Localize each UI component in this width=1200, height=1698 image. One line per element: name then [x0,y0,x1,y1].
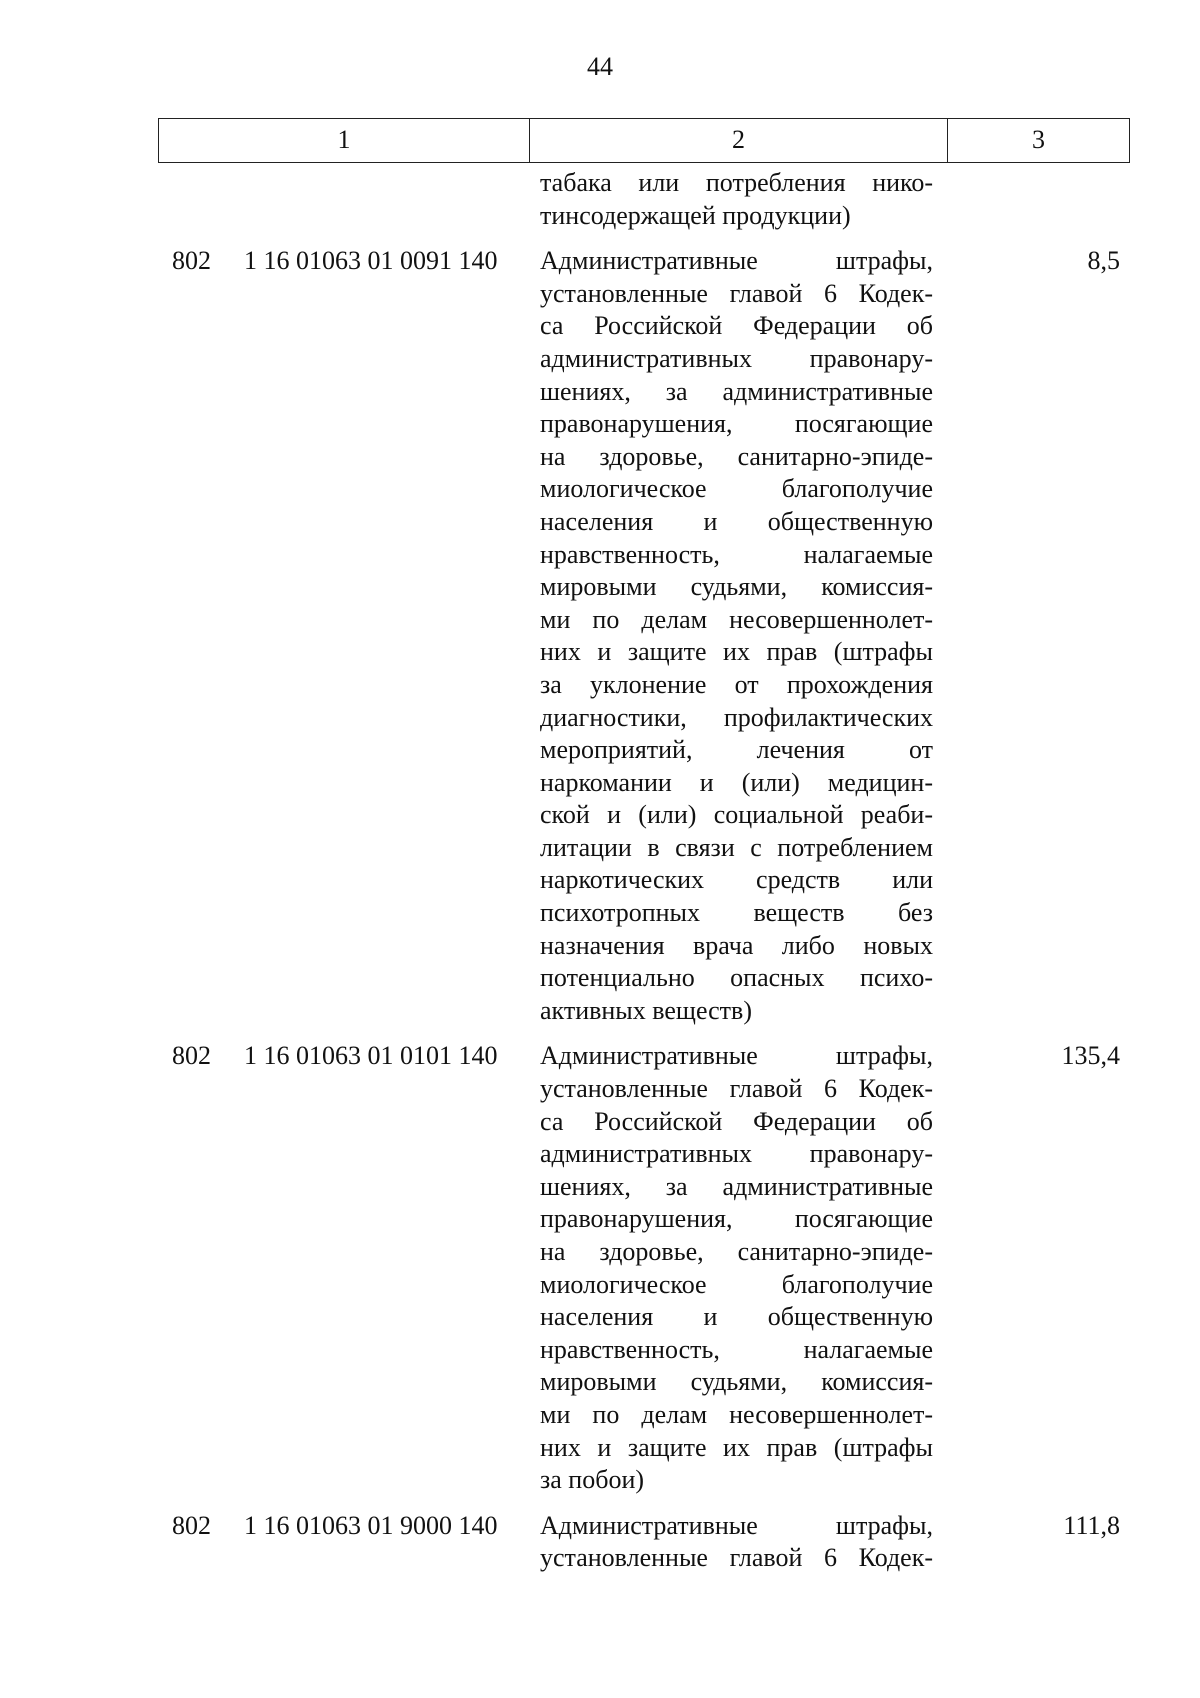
description-line: диагностики, профилактических [540,702,933,732]
table-row [158,1510,1130,1575]
description-line: установленные главой 6 Кодек- [540,1543,933,1573]
description-line: миологическое благополучие [540,1269,933,1299]
description-line: мероприятий, лечения от [540,735,933,765]
description-line: шениях, за административные [540,1171,933,1201]
table-header-row [158,118,1130,163]
description-line: нравственность, налагаемые [540,539,933,569]
description-line: за побои) [540,1465,645,1495]
description-line: Административные штрафы, [540,1041,933,1071]
kbk-code-cell: 1 16 01063 01 0101 140 [244,1041,498,1071]
description-line: Административные штрафы, [540,246,933,276]
description-line: назначения врача либо новых [540,930,933,960]
description-line: Административные штрафы, [540,1510,933,1540]
description-line: са Российской Федерации об [540,311,933,341]
description-line: населения и общественную [540,506,933,536]
description-line: ской и (или) социальной реаби- [540,800,933,830]
description-line: за уклонение от прохождения [540,669,933,699]
description-line: правонарушения, посягающие [540,1204,933,1234]
description-cell [540,167,933,232]
table-row-continuation [158,163,1130,232]
description-cell [540,245,933,1027]
header-col-3: 3 [1032,125,1045,154]
amount-cell: 111,8 [1063,1510,1120,1540]
description-line: административных правонару- [540,1139,933,1169]
header-col-2: 2 [530,119,948,162]
description-line: установленные главой 6 Кодек- [540,278,933,308]
description-line: са Российской Федерации об [540,1106,933,1136]
description-line: тинсодержащей продукции) [540,200,851,230]
description-line: литации в связи с потреблением [540,832,933,862]
description-line: нравственность, налагаемые [540,1334,933,1364]
description-cell [540,1510,933,1575]
admin-code-cell: 802 [172,246,211,276]
admin-code-cell: 802 [172,1510,211,1540]
description-line: активных веществ) [540,995,752,1025]
description-line: мировыми судьями, комиссия- [540,1367,933,1397]
admin-code-cell: 802 [172,1041,211,1071]
amount-cell: 135,4 [1061,1041,1120,1071]
description-line: на здоровье, санитарно-эпиде- [540,441,933,471]
description-line: ми по делам несовершеннолет- [540,1399,933,1429]
description-line: населения и общественную [540,1302,933,1332]
description-line: на здоровье, санитарно-эпиде- [540,1237,933,1266]
description-line: административных правонару- [540,343,933,373]
description-line: табака или потребления нико- [540,168,933,197]
table-row [158,245,1130,1027]
description-line: ми по делам несовершеннолет- [540,604,933,634]
description-cell [540,1040,933,1496]
description-line: шениях, за административные [540,376,933,406]
description-line: правонарушения, посягающие [540,409,933,439]
description-line: психотропных веществ без [540,898,933,928]
description-line: наркомании и (или) медицин- [540,767,933,797]
table-row [158,1040,1130,1496]
kbk-code-cell: 1 16 01063 01 0091 140 [244,246,498,276]
description-line: наркотических средств или [540,865,933,895]
page-number: 44 [587,52,613,81]
description-line: установленные главой 6 Кодек- [540,1074,933,1104]
header-col-1: 1 [159,119,530,162]
amount-cell: 8,5 [1087,246,1120,276]
description-line: них и защите их прав (штрафы [540,1432,933,1462]
description-line: потенциально опасных психо- [540,963,933,993]
description-line: миологическое благополучие [540,474,933,504]
description-line: мировыми судьями, комиссия- [540,572,933,602]
table-body [158,163,1130,1575]
description-line: них и защите их прав (штрафы [540,637,933,667]
kbk-code-cell: 1 16 01063 01 9000 140 [244,1510,498,1540]
